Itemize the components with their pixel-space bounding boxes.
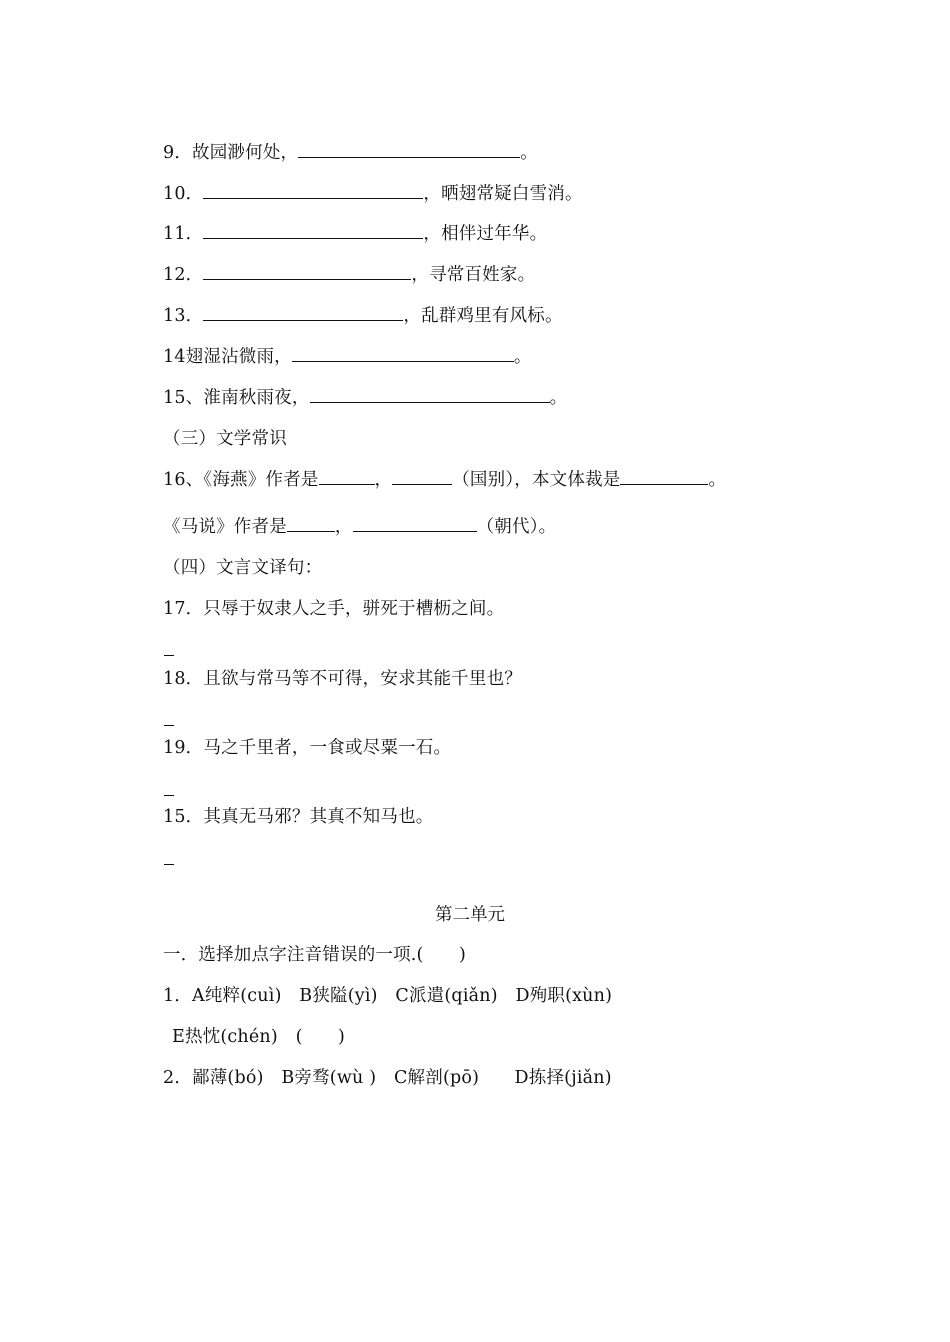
translation-item: 18．且欲与常马等不可得，安求其能千里也？	[163, 669, 522, 689]
question-13	[163, 304, 563, 328]
answer-blank[interactable]	[298, 141, 520, 158]
question-11	[163, 222, 547, 246]
country-blank[interactable]	[392, 468, 452, 485]
answer-line[interactable]	[164, 795, 174, 796]
section-heading-translation: （四）文言文译句：	[163, 558, 323, 578]
answer-blank[interactable]	[310, 386, 550, 403]
translation-item: 15．其真无马邪？其真不知马也。	[163, 807, 434, 827]
question-text-end: 。	[708, 470, 727, 490]
choice-item-1e: E热忱(chén) ( )	[172, 1027, 346, 1047]
question-text: （国别），本文体裁是	[452, 470, 621, 490]
question-number: 11．	[163, 224, 204, 244]
question-text: 9．故园渺何处，	[163, 143, 299, 163]
author-blank[interactable]	[319, 468, 375, 485]
question-15	[163, 386, 567, 410]
answer-line[interactable]	[164, 655, 174, 656]
question-12	[163, 263, 535, 287]
question-number: 10．	[163, 184, 204, 204]
question-text-end: 。	[520, 143, 538, 163]
answer-line[interactable]	[164, 725, 174, 726]
question-number: 13．	[163, 306, 204, 326]
question-9	[163, 141, 538, 165]
question-text: ，寻常百姓家。	[411, 265, 536, 285]
dynasty-blank[interactable]	[353, 515, 477, 532]
answer-line[interactable]	[164, 864, 174, 865]
question-text: ，乱群鸡里有风标。	[403, 306, 563, 326]
question-text-end: 。	[549, 388, 568, 408]
separator: ，	[334, 517, 353, 537]
question-text: 《马说》作者是	[163, 517, 287, 537]
translation-item: 19．马之千里者，一食或尽粟一石。	[163, 738, 452, 758]
answer-blank[interactable]	[203, 263, 411, 280]
question-text-end: 。	[513, 347, 532, 367]
question-intro: 一．选择加点字注音错误的一项.( )	[163, 945, 467, 965]
question-mashuo	[163, 515, 556, 539]
question-number: 12．	[163, 265, 204, 285]
genre-blank[interactable]	[620, 468, 708, 485]
question-16	[163, 468, 726, 492]
author-blank[interactable]	[287, 515, 335, 532]
choice-item-2: 2．鄙薄(bó) B旁骛(wù ) C解剖(pō) D拣择(jiǎn)	[163, 1068, 612, 1088]
question-text: 14翅湿沾微雨，	[163, 347, 292, 367]
question-10	[163, 182, 583, 206]
choice-item-1: 1．A纯粹(cuì) B狭隘(yì) C派遣(qiǎn) D殉职(xùn)	[163, 986, 613, 1006]
answer-blank[interactable]	[203, 182, 423, 199]
separator: ，	[374, 470, 393, 490]
answer-blank[interactable]	[292, 345, 514, 362]
question-text: 15、淮南秋雨夜，	[163, 388, 310, 408]
question-text: ，晒翅常疑白雪消。	[423, 184, 583, 204]
question-text-end: （朝代）。	[476, 517, 557, 537]
answer-blank[interactable]	[203, 222, 423, 239]
section-heading-literature: （三）文学常识	[163, 429, 287, 449]
question-14	[163, 345, 532, 369]
translation-item: 17．只辱于奴隶人之手，骈死于槽枥之间。	[163, 599, 505, 619]
question-text: 16、《海燕》作者是	[163, 470, 319, 490]
question-text: ，相伴过年华。	[423, 224, 548, 244]
unit-title: 第二单元	[435, 905, 505, 925]
answer-blank[interactable]	[203, 304, 403, 321]
